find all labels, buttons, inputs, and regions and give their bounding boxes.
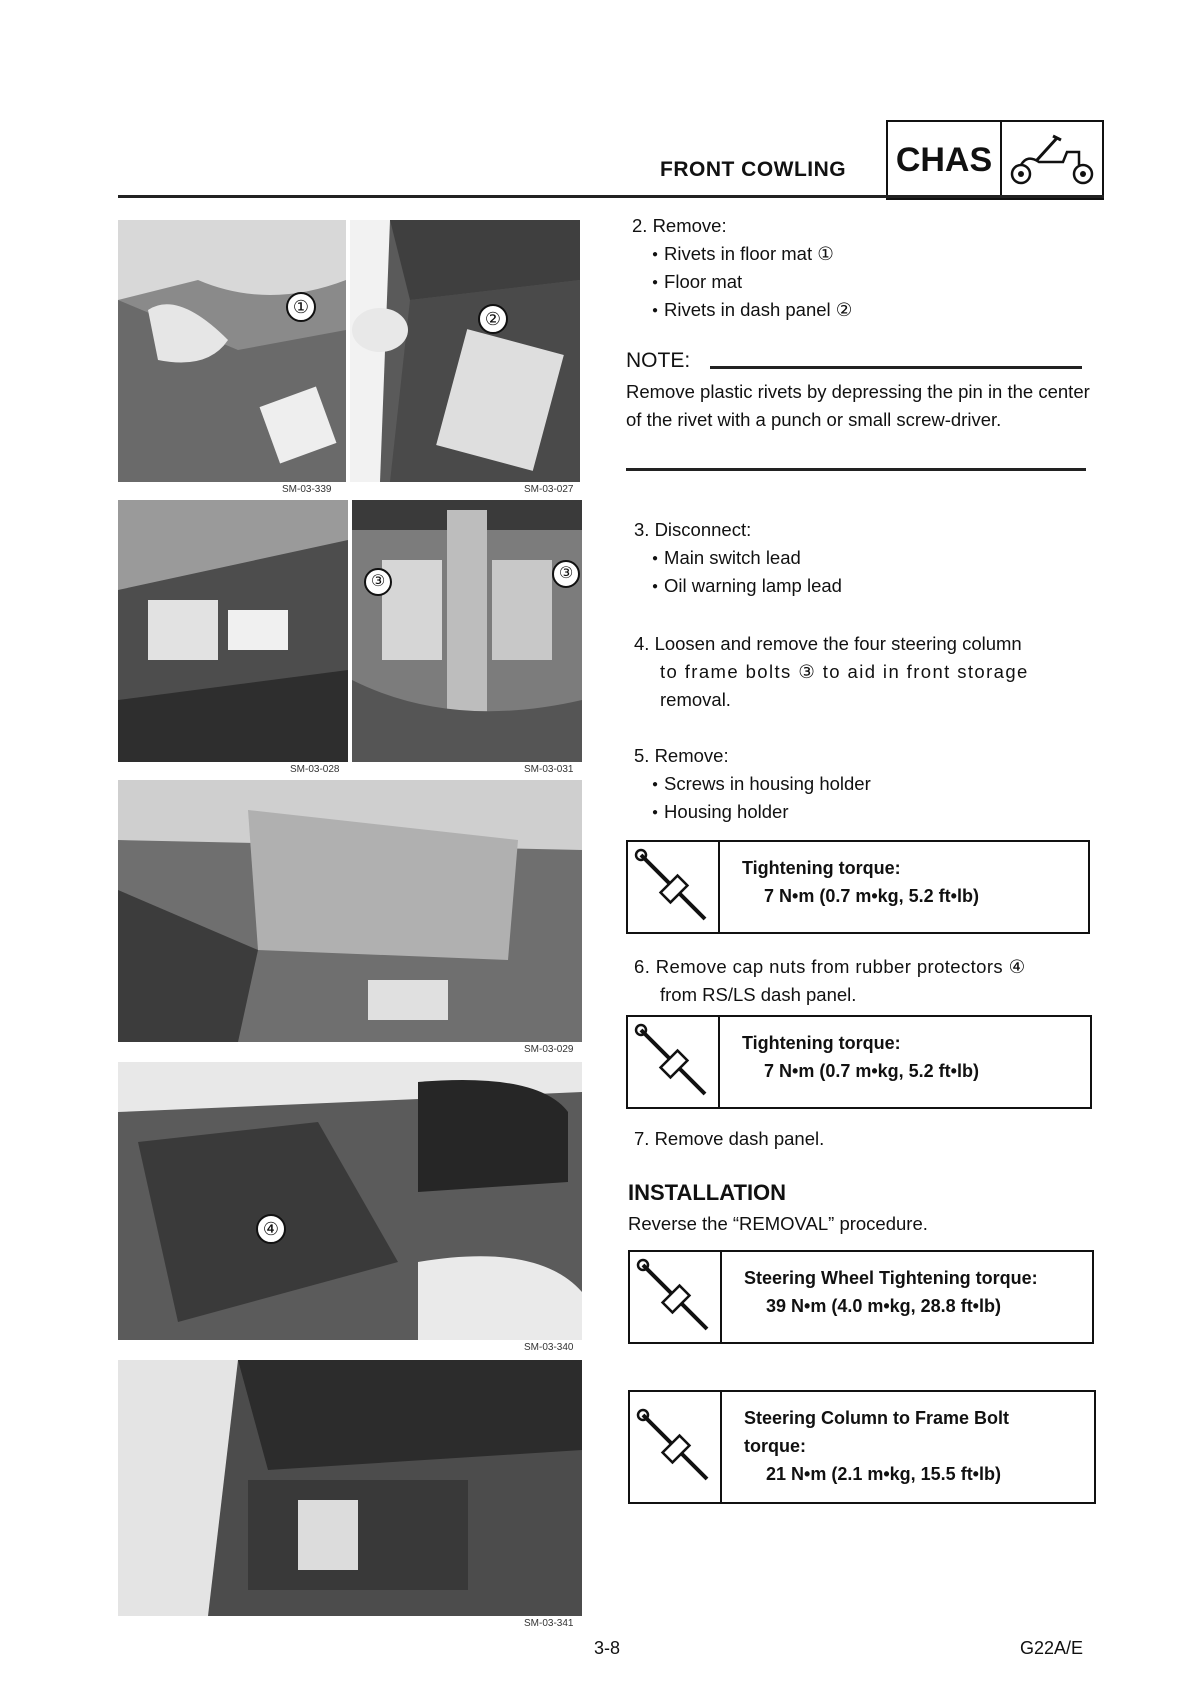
spec-label: torque: bbox=[744, 1436, 806, 1456]
callout-4: ④ bbox=[256, 1214, 286, 1244]
callout-2: ② bbox=[478, 304, 508, 334]
photo-caption: SM-03-027 bbox=[524, 484, 574, 495]
photo-housing-holder bbox=[118, 780, 582, 1042]
spec-label: Tightening torque: bbox=[742, 1033, 901, 1053]
photo-floor-mat-rivets bbox=[118, 220, 346, 482]
spec-value: 7 N•m (0.7 m•kg, 5.2 ft•lb) bbox=[764, 1061, 979, 1081]
installation-body: Reverse the “REMOVAL” procedure. bbox=[628, 1213, 928, 1234]
step-6-line: from RS/LS dash panel. bbox=[660, 984, 857, 1005]
spec-value: 21 N•m (2.1 m•kg, 15.5 ft•lb) bbox=[766, 1464, 1001, 1484]
note-end-rule bbox=[626, 468, 1086, 471]
torque-wrench-icon bbox=[628, 1017, 720, 1107]
photo-dash-panel-removal bbox=[118, 1360, 582, 1616]
note-rule bbox=[710, 366, 1082, 369]
torque-spec-box bbox=[628, 1390, 1096, 1504]
photo-main-switch-lead bbox=[118, 500, 348, 762]
page-number: 3-8 bbox=[594, 1638, 621, 1658]
torque-spec-box bbox=[626, 840, 1090, 934]
step-3-title: 3. Disconnect: bbox=[634, 519, 752, 540]
step-4-line: removal. bbox=[660, 689, 731, 710]
callout-3: ③ bbox=[364, 568, 392, 596]
photo-caption: SM-03-339 bbox=[282, 484, 332, 495]
callout-1: ① bbox=[286, 292, 316, 322]
list-item: ● Rivets in floor mat ① bbox=[652, 240, 834, 272]
chas-badge bbox=[886, 120, 1104, 200]
installation-heading: INSTALLATION bbox=[628, 1180, 787, 1205]
photo-caption: SM-03-341 bbox=[524, 1618, 574, 1629]
torque-wrench-icon bbox=[630, 1252, 722, 1342]
list-item: ● Screws in housing holder bbox=[652, 770, 871, 802]
torque-spec-box bbox=[626, 1015, 1092, 1109]
spec-label: Steering Column to Frame Bolt bbox=[744, 1408, 1010, 1428]
tool-chassis-icon bbox=[1002, 122, 1102, 198]
torque-spec-box bbox=[628, 1250, 1094, 1344]
step-7-title: 7. Remove dash panel. bbox=[634, 1128, 825, 1149]
torque-wrench-icon bbox=[630, 1392, 722, 1502]
model-code: G22A/E bbox=[1020, 1638, 1084, 1658]
note-body: Remove plastic rivets by depressing the pin in the center of the rivet with a punch or small screw-driver. bbox=[626, 381, 1090, 430]
spec-label: Tightening torque: bbox=[742, 858, 901, 878]
list-item: ● Oil warning lamp lead bbox=[652, 572, 842, 604]
list-item: ● Floor mat bbox=[652, 268, 742, 300]
list-item: ● Housing holder bbox=[652, 798, 789, 830]
note-heading: NOTE: bbox=[626, 349, 691, 372]
photo-rubber-protectors bbox=[118, 1062, 582, 1340]
header-rule bbox=[118, 195, 1104, 198]
callout-3: ③ bbox=[552, 560, 580, 588]
step-4-line: 4. Loosen and remove the four steering column bbox=[634, 633, 1022, 654]
list-item: ● Main switch lead bbox=[652, 544, 801, 576]
step-5-title: 5. Remove: bbox=[634, 745, 729, 766]
photo-caption: SM-03-340 bbox=[524, 1342, 574, 1353]
photo-steering-column-bolts bbox=[352, 500, 582, 762]
step-2-title: 2. Remove: bbox=[632, 215, 727, 236]
list-item: ● Rivets in dash panel ② bbox=[652, 296, 852, 328]
spec-value: 7 N•m (0.7 m•kg, 5.2 ft•lb) bbox=[764, 886, 979, 906]
torque-wrench-icon bbox=[628, 842, 720, 932]
section-title: FRONT COWLING bbox=[660, 158, 847, 181]
step-4-line: to frame bolts ③ to aid in front storage bbox=[660, 661, 1029, 682]
spec-value: 39 N•m (4.0 m•kg, 28.8 ft•lb) bbox=[766, 1296, 1001, 1316]
photo-caption: SM-03-029 bbox=[524, 1044, 574, 1055]
photo-caption: SM-03-031 bbox=[524, 764, 574, 775]
photo-caption: SM-03-028 bbox=[290, 764, 340, 775]
badge-text: CHAS bbox=[888, 122, 1002, 198]
spec-label: Steering Wheel Tightening torque: bbox=[744, 1268, 1038, 1288]
step-6-line: 6. Remove cap nuts from rubber protectors ④ bbox=[634, 956, 1026, 977]
photo-dash-panel-rivets bbox=[350, 220, 580, 482]
